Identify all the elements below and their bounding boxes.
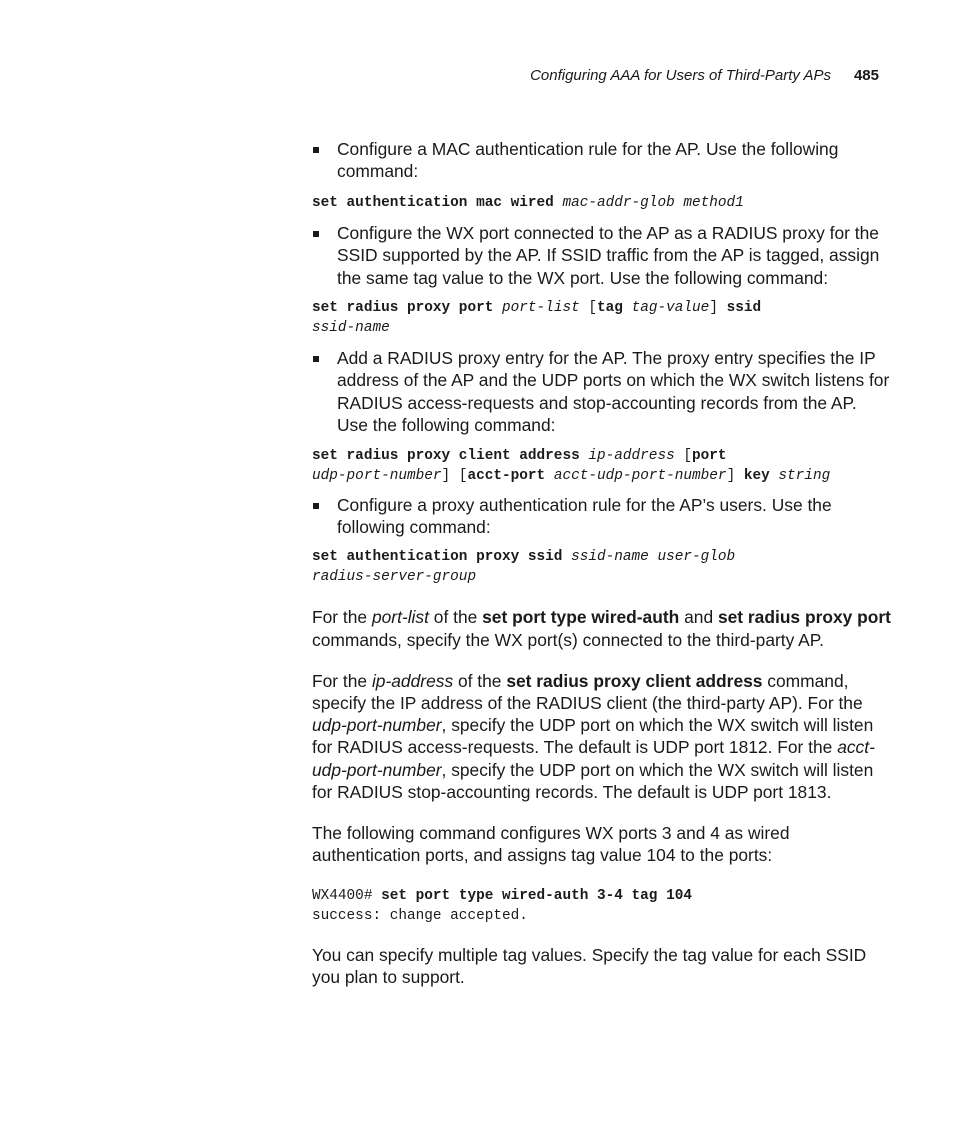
bullet-item: [312, 222, 892, 289]
bold-command: set radius proxy port: [717, 607, 891, 628]
command-argument: port-list: [502, 300, 580, 317]
bracket: [: [683, 447, 692, 464]
command-keywords: set authentication mac wired: [312, 194, 554, 211]
text-run: , specify the UDP port on which the WX switch will listen for RADIUS access-requests. The default is UDP port 1812. For the: [312, 715, 874, 758]
bullet-square-icon: [313, 356, 319, 362]
text-run: , specify the UDP port on which the WX switch will listen for RADIUS stop-accounting records. The default is UDP port 1813.: [312, 759, 874, 802]
text-run: commands, specify the WX port(s) connected to the third-party AP.: [312, 629, 824, 650]
bracket: ]: [726, 467, 736, 484]
command-keywords: set radius proxy client address: [312, 447, 580, 464]
command-argument: radius-server-group: [312, 569, 477, 586]
text-run: For the: [312, 607, 372, 628]
command-syntax: [312, 298, 892, 338]
bracket: [: [588, 300, 598, 317]
paragraph: The following command configures WX ports 3 and 4 as wired authentication ports, and assigns tag value 104 to the ports:: [312, 823, 790, 866]
command-arguments: mac-addr-glob method1: [562, 194, 744, 211]
cli-output: success: change accepted.: [312, 907, 528, 924]
text-run: For the: [312, 670, 372, 691]
italic-term: ip-address: [371, 670, 454, 691]
paragraph: You can specify multiple tag values. Specify the tag value for each SSID you plan to support.: [312, 944, 867, 987]
bold-command: set radius proxy client address: [506, 670, 763, 691]
bullet-item: [312, 138, 892, 183]
command-syntax: [312, 446, 892, 486]
bullet-text: Configure a proxy authentication rule for the AP’s users. Use the following command:: [337, 494, 832, 538]
cli-prompt: WX4400#: [312, 887, 382, 904]
bullet-text: Configure the WX port connected to the AP as a RADIUS proxy for the SSID supported by the AP. If SSID traffic from the AP is tagged, assign the same tag value to the WX port. Use the following command:: [337, 222, 880, 288]
command-keyword: tag: [597, 300, 623, 317]
bullet-square-icon: [313, 503, 319, 509]
command-argument: ssid-name: [312, 320, 390, 337]
bullet-text: Configure a MAC authentication rule for the AP. Use the following command:: [337, 139, 839, 182]
bullet-square-icon: [313, 147, 319, 153]
command-keyword: port: [692, 447, 727, 464]
running-header-title: Configuring AAA for Users of Third-Party APs: [530, 67, 831, 84]
text-run: of the: [428, 607, 483, 628]
italic-term: udp-port-number: [312, 715, 442, 736]
command-keyword: key: [743, 467, 770, 484]
bullet-item: [312, 347, 892, 437]
command-argument: tag-value: [631, 300, 710, 317]
italic-term: acct-udp-port-number: [312, 737, 875, 780]
italic-term: port-list: [371, 607, 429, 628]
paragraph: [312, 606, 892, 650]
paragraph: [312, 670, 892, 803]
bracket: [: [458, 467, 468, 484]
command-argument: ip-address: [588, 447, 675, 464]
command-syntax: [312, 193, 892, 213]
bold-command: set port type wired-auth: [482, 607, 680, 628]
command-keywords: set radius proxy port: [312, 300, 494, 317]
bullet-text: Add a RADIUS proxy entry for the AP. The proxy entry specifies the IP address of the AP and the UDP ports on which the WX switch listens for RADIUS access-requests and stop-accounting records from the AP. Use the following command:: [337, 348, 890, 436]
command-arguments: ssid-name user-glob: [571, 549, 736, 566]
text-run: of the: [453, 670, 507, 691]
command-argument: string: [778, 467, 831, 484]
command-argument: acct-udp-port-number: [553, 467, 727, 484]
cli-example: [312, 886, 892, 926]
bracket: ]: [709, 300, 718, 317]
bullet-item: [312, 494, 892, 539]
page-number: 485: [853, 67, 879, 84]
text-run: command, specify the IP address of the RADIUS client (the third-party AP). For the: [312, 670, 863, 714]
page-body: [312, 138, 892, 988]
command-argument: udp-port-number: [312, 467, 442, 484]
bracket: ]: [441, 467, 451, 484]
page-header: [0, 66, 954, 88]
command-keyword: acct-port: [467, 467, 546, 484]
text-run: and: [679, 607, 718, 628]
bullet-square-icon: [313, 231, 319, 237]
command-keywords: set authentication proxy ssid: [312, 549, 563, 566]
command-syntax: [312, 547, 892, 587]
command-keyword: ssid: [726, 300, 762, 317]
cli-command: set port type wired-auth 3-4 tag 104: [381, 887, 692, 904]
